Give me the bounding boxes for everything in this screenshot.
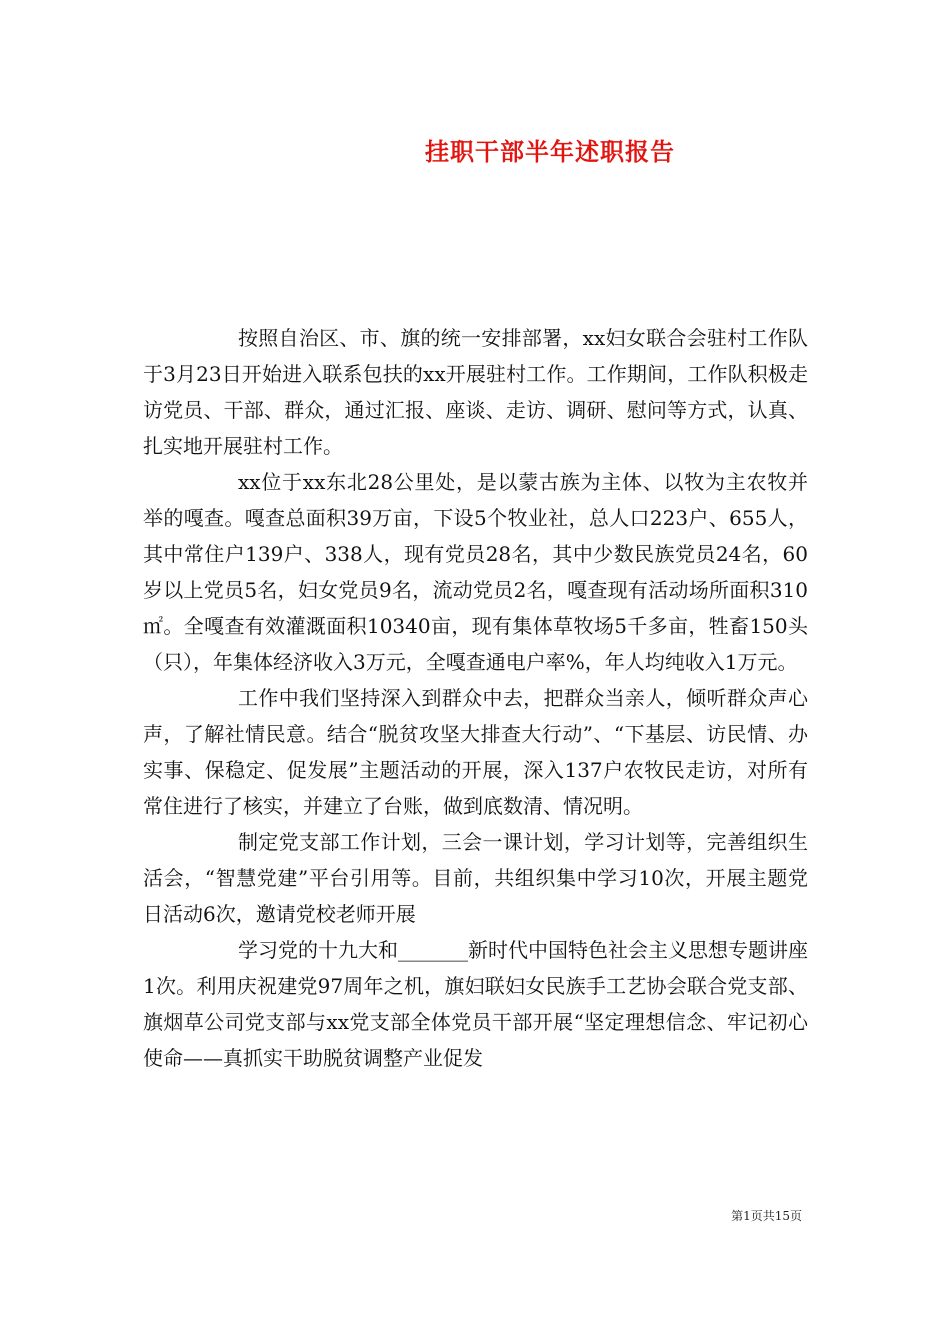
- document-body: [143, 320, 808, 1076]
- paragraph-party-plan: 制定党支部工作计划，三会一课计划，学习计划等，完善组织生活会，“智慧党建”平台引用等。目前，共组织集中学习10次，开展主题党日活动6次，邀请党校老师开展: [143, 830, 808, 926]
- paragraph-visits: 工作中我们坚持深入到群众中去，把群众当亲人，倾听群众声心声，了解社情民意。结合“脱贫攻坚大排查大行动”、“下基层、访民情、办实事、保稳定、促发展”主题活动的开展，深入137户农牧民走访，对所有常住进行了核实，并建立了台账，做到底数清、情况明。: [143, 686, 808, 818]
- paragraph-intro: 按照自治区、市、旗的统一安排部署，xx妇女联合会驻村工作队于3月23日开始进入联系包扶的xx开展驻村工作。工作期间，工作队积极走访党员、干部、群众，通过汇报、座谈、走访、调研、慰问等方式，认真、扎实地开展驻村工作。: [143, 326, 808, 458]
- document-title: 挂职干部半年述职报告: [425, 137, 675, 166]
- paragraph-study-lecture: 学习党的十九大和_______新时代中国特色社会主义思想专题讲座1次。利用庆祝建党97周年之机，旗妇联妇女民族手工艺协会联合党支部、旗烟草公司党支部与xx党支部全体党员干部开展“坚定理想信念、牢记初心使命——真抓实干助脱贫调整产业促发: [143, 938, 808, 1070]
- page-number: 第1页共15页: [731, 1209, 802, 1223]
- paragraph-village-overview: xx位于xx东北28公里处，是以蒙古族为主体、以牧为主农牧并举的嘎查。嘎查总面积39万亩，下设5个牧业社，总人口223户、655人，其中常住户139户、338人，现有党员28名，其中少数民族党员24名，60岁以上党员5名，妇女党员9名，流动党员2名，嘎查现有活动场所面积310㎡。全嘎查有效灌溉面积10340亩，现有集体草牧场5千多亩，牲畜150头（只），年集体经济收入3万元，全嘎查通电户率%，年人均纯收入1万元。: [143, 470, 808, 674]
